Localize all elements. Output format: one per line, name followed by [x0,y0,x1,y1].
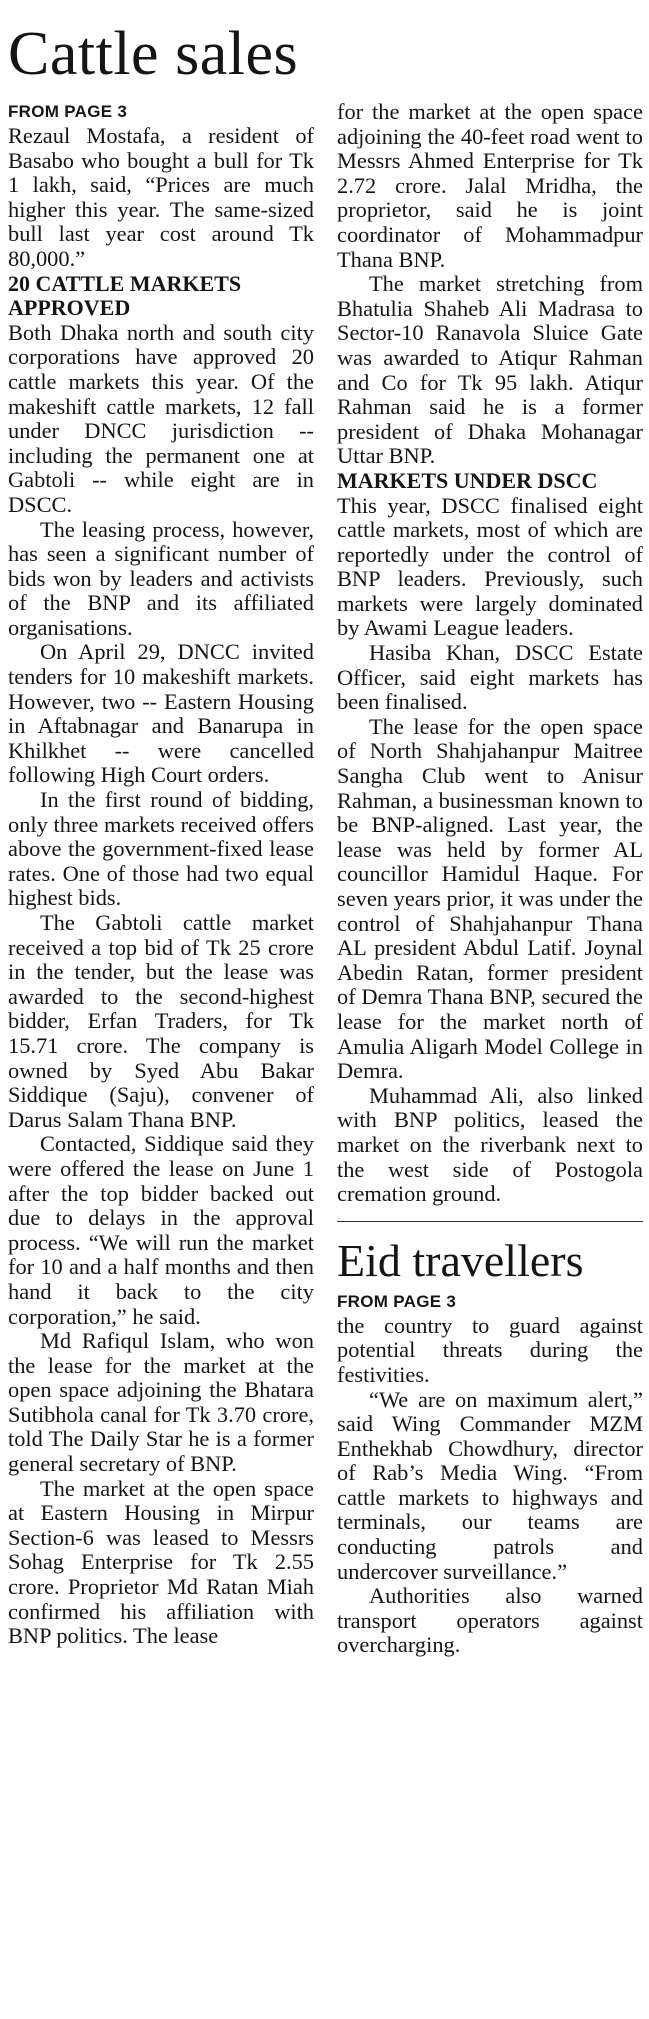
paragraph: Rezaul Mostafa, a resident of Basabo who bought a bull for Tk 1 lakh, said, “Prices are much higher this year. The same-sized bull last year cost around Tk 80,000.” [8,123,314,271]
paragraph: Authorities also warned transport operators against overcharging. [337,1583,643,1658]
paragraph: Both Dhaka north and south city corporations have approved 20 cattle markets this year. Of the makeshift cattle markets, 12 fall under DNCC jurisdiction -- including the permanent one at Gabtoli -- while eight are in DSCC. [8,319,314,517]
paragraph: This year, DSCC finalised eight cattle markets, most of which are reportedly under the control of BNP leaders. Previously, such markets were largely dominated by Awami League leaders. [337,492,643,641]
paragraph: Md Rafiqul Islam, who won the lease for the market at the open space adjoining the Bhatara Sutibhola canal for Tk 3.70 crore, told The Daily Star he is a former general secretary of BNP. [8,1328,314,1477]
paragraph: Hasiba Khan, DSCC Estate Officer, said eight markets has been finalised. [337,640,643,715]
paragraph: On April 29, DNCC invited tenders for 10 makeshift markets. However, two -- Eastern Housing in Aftabnagar and Banarupa in Khilkhet -- were cancelled following High Court orders. [8,639,314,788]
paragraph: The Gabtoli cattle market received a top bid of Tk 25 crore in the tender, but the lease was awarded to the second-highest bidder, Erfan Traders, for Tk 15.71 crore. The company is owned by Syed Abu Bakar Siddique (Saju), convener of Darus Salam Thana BNP. [8,910,314,1132]
paragraph: for the market at the open space adjoining the 40-feet road went to Messrs Ahmed Enterprise for Tk 2.72 crore. Jalal Mridha, the proprietor, said he is joint coordinator of Mohammadpur Thana BNP. [337,99,643,272]
paragraph: “We are on maximum alert,” said Wing Commander MZM Enthekhab Chowdhury, director of Rab’s Media Wing. “From cattle markets to highways and terminals, our teams are conducting patrols and undercover surveillance.” [337,1386,643,1584]
continuation-kicker: FROM PAGE 3 [8,102,128,121]
article-headline-cattle-sales: Cattle sales [8,20,299,88]
paragraph: In the first round of bidding, only three markets received offers above the government-fixed lease rates. One of those had two equal highest bids. [8,787,314,911]
paragraph: Contacted, Siddique said they were offered the lease on June 1 after the top bidder backed out due to delays in the approval process. “We will run the market for 10 and a half months and then hand it back to the city corporation,” he said. [8,1131,314,1329]
paragraph: The market stretching from Bhatulia Shaheb Ali Madrasa to Sector-10 Ranavola Sluice Gate was awarded to Atiqur Rahman and Co for Tk 95 lakh. Atiqur Rahman said he is a former president of Dhaka Mohanagar Uttar BNP. [337,271,643,469]
paragraph: Muhammad Ali, also linked with BNP politics, leased the market on the riverbank next to the west side of Postogola cremation ground. [337,1082,643,1207]
subheading-markets-under-dscc: MARKETS UNDER DSCC [337,467,598,493]
paragraph: The market at the open space at Eastern Housing in Mirpur Section-6 was leased to Messrs Sohag Enterprise for Tk 2.55 crore. Proprietor Md Ratan Miah confirmed his affiliation with BNP politics. The lease [8,1475,314,1649]
paragraph: The leasing process, however, has seen a significant number of bids won by leaders and activists of the BNP and its affiliated organisations. [8,516,314,640]
paragraph: the country to guard against potential threats during the festivities. [337,1312,643,1387]
article-column-left [8,100,314,1649]
continuation-kicker: FROM PAGE 3 [337,1291,457,1311]
article-divider [337,1221,643,1222]
subheading-20-cattle-markets: 20 CATTLE MARKETS APPROVED [8,270,242,321]
article-column-right [337,100,643,1658]
paragraph: The lease for the open space of North Shahjahanpur Maitree Sangha Club went to Anisur Rahman, a businessman known to be BNP-aligned. Last year, the lease was held by former AL councillor Hamidul Haque. For seven years prior, it was under the control of Shahjahanpur Thana AL president Abdul Latif. Joynal Abedin Ratan, former president of Demra Thana BNP, secured the lease for the market north of Amulia Aligarh Model College in Demra. [337,713,643,1084]
article-headline-eid-travellers: Eid travellers [337,1234,584,1286]
